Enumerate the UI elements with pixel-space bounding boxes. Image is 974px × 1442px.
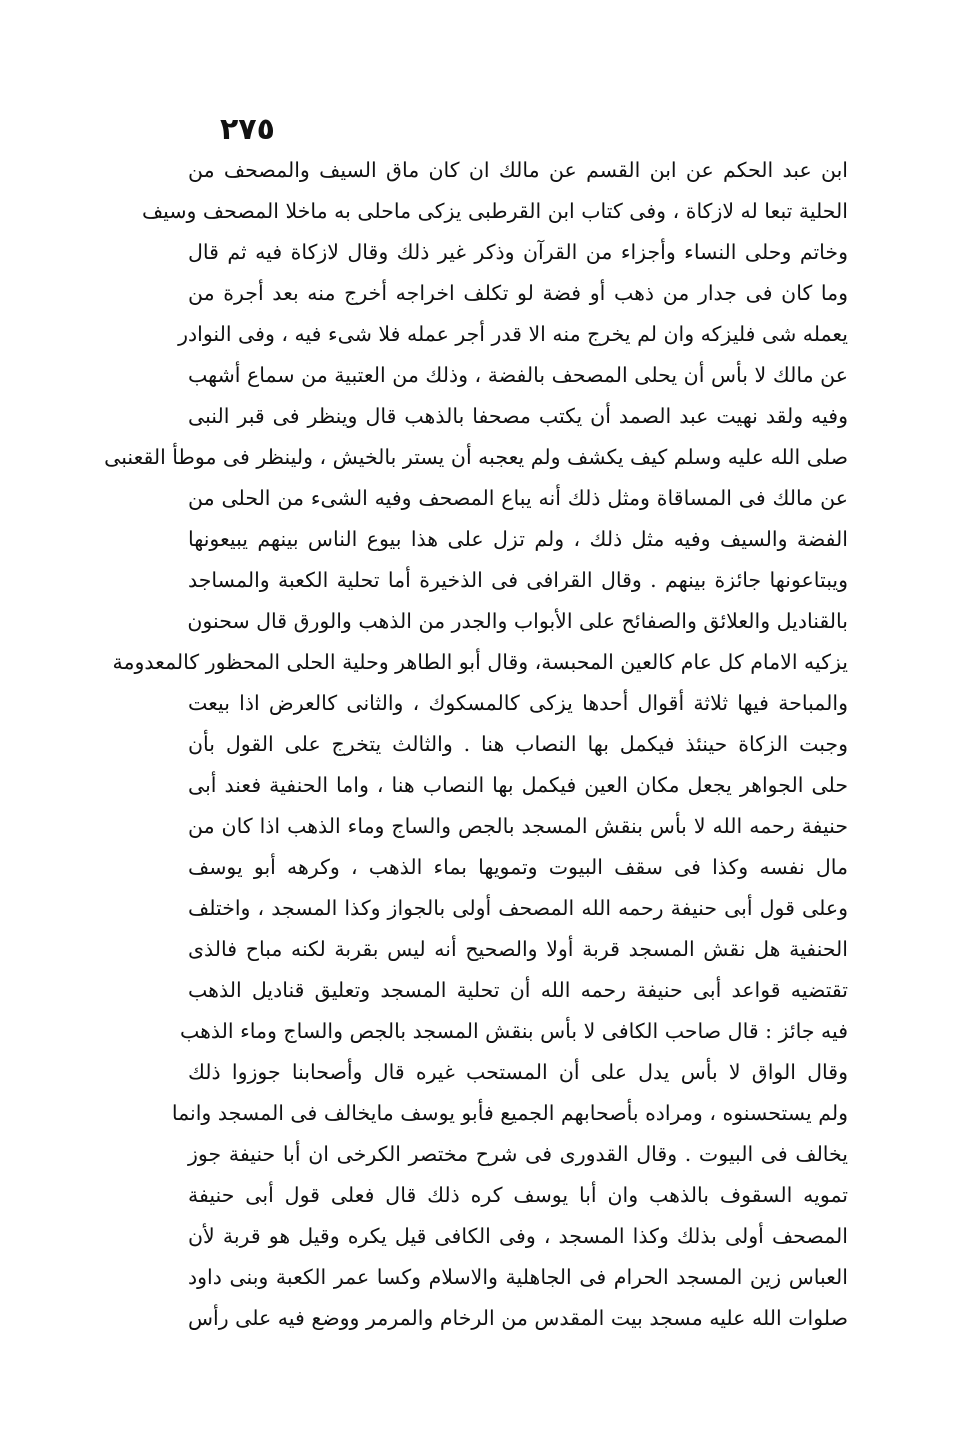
- text-line: يعمله شى فليزكه وان لم يخرج منه الا قدر أجر عمله فلا شىء فيه ، وفى النوادر: [178, 322, 848, 346]
- text-line: تقتضيه قواعد أبى حنيفة رحمه الله أن تحلية المسجد وتعليق قناديل الذهب: [188, 978, 848, 1002]
- text-line: فيه جائز : قال صاحب الكافى لا بأس بنقش المسجد بالجص والساج وماء الذهب: [179, 1019, 848, 1043]
- text-line: وفيه ولقد نهيت عبد الصمد أن يكتب مصحفا بالذهب قال وينظر فى قبر النبى: [188, 404, 848, 428]
- text-line: وقال الواق لا بأس يدل على أن المستحب غيره قال وأصحابنا جوزوا ذلك: [188, 1060, 848, 1084]
- text-line: ولم يستحسنوه ، ومراده بأصحابهم الجميع فأبو يوسف مايخالف فى المسجد وانما: [171, 1101, 848, 1125]
- text-line: الحنفية هل نقش المسجد قربة أولا والصحيح أنه ليس بقربة لكنه مباح فالذى: [188, 937, 848, 961]
- text-line: ويبتاعونها جائزة بينهم . وقال القرافى فى الذخيرة أما تحلية الكعبة والمساجد: [188, 568, 848, 592]
- text-line: وما كان فى جدار من ذهب أو فضة لو تكلف اخراجه أخرج منه بعد أجرة من: [188, 281, 848, 305]
- text-line: وجبت الزكاة حينئذ فيكمل بها النصاب هنا . والثالث يتخرج على القول بأن: [188, 732, 848, 756]
- text-line: صلوات الله عليه مسجد بيت المقدس من الرخام والمرمر ووضع فيه على رأس: [188, 1306, 848, 1330]
- body-text: [104, 150, 848, 1339]
- page-number: ٢٧٥: [220, 112, 275, 147]
- text-line: الحلية تبعا له لازكاة ، وفى كتاب ابن القرطبى يزكى ماحلى به ماخلا المصحف وسيف: [141, 199, 848, 223]
- text-line: ابن عبد الحكم عن ابن القسم عن مالك ان كان ماق السيف والمصحف من: [188, 158, 848, 182]
- text-line: تمويه السقوف بالذهب وان أبا يوسف كره ذلك قال فعلى قول أبى حنيفة: [188, 1183, 848, 1207]
- text-line: عن مالك لا بأس أن يحلى المصحف بالفضة ، وذلك من العتبية من سماع أشهب: [188, 363, 848, 387]
- text-line: بالقناديل والعلائق والصفائح على الأبواب والجدر من الذهب والورق قال سحنون: [187, 609, 848, 633]
- text-line: العباس زين المسجد الحرام فى الجاهلية والاسلام وكسا عمر الكعبة وبنى داود: [188, 1265, 848, 1289]
- text-line: المصحف أولى بذلك وكذا المسجد ، وفى الكافى قيل يكره وقيل هو قربة لأن: [188, 1224, 848, 1248]
- text-line: وعلى قول أبى حنيفة رحمه الله المصحف أولى بالجواز وكذا المسجد ، واختلف: [188, 896, 848, 920]
- text-line: وخاتم وحلى النساء وأجزاء من القرآن وذكر غير ذلك وقال لازكاة فيه ثم قال: [188, 240, 848, 264]
- text-line: صلى الله عليه وسلم كيف يكشف ولم يعجبه أن يستر بالخيش ، ولينظر فى موطأ القعنبى: [104, 445, 848, 469]
- text-line: مال نفسه وكذا فى سقف البيوت وتمويها بماء الذهب ، وكرهه أبو يوسف: [188, 855, 848, 879]
- text-line: حلى الجواهر يجعل مكان العين فيكمل بها النصاب هنا ، واما الحنفية فعند أبى: [188, 773, 848, 797]
- text-line: يخالف فى البيوت . وقال القدورى فى شرح مختصر الكرخى ان أبا حنيفة جوز: [188, 1142, 848, 1166]
- text-line: يزكيه الامام كل عام كالعين المحبسة، وقال أبو الطاهر وحلية الحلى المحظور كالمعدومة: [112, 650, 848, 674]
- text-line: والمباحة فيها ثلاثة أقوال أحدها يزكى كالمسكوك ، والثانى كالعرض اذا بيعت: [188, 691, 848, 715]
- text-line: عن مالك فى المساقاة ومثل ذلك أنه يباع المصحف وفيه الشىء من الحلى من: [188, 486, 848, 510]
- text-line: الفضة والسيف وفيه مثل ذلك ، ولم تزل على هذا بيوع الناس بينهم يبيعونها: [188, 527, 848, 551]
- text-line: حنيفة رحمه الله لا بأس بنقش المسجد بالجص والساج وماء الذهب اذا كان من: [188, 814, 848, 838]
